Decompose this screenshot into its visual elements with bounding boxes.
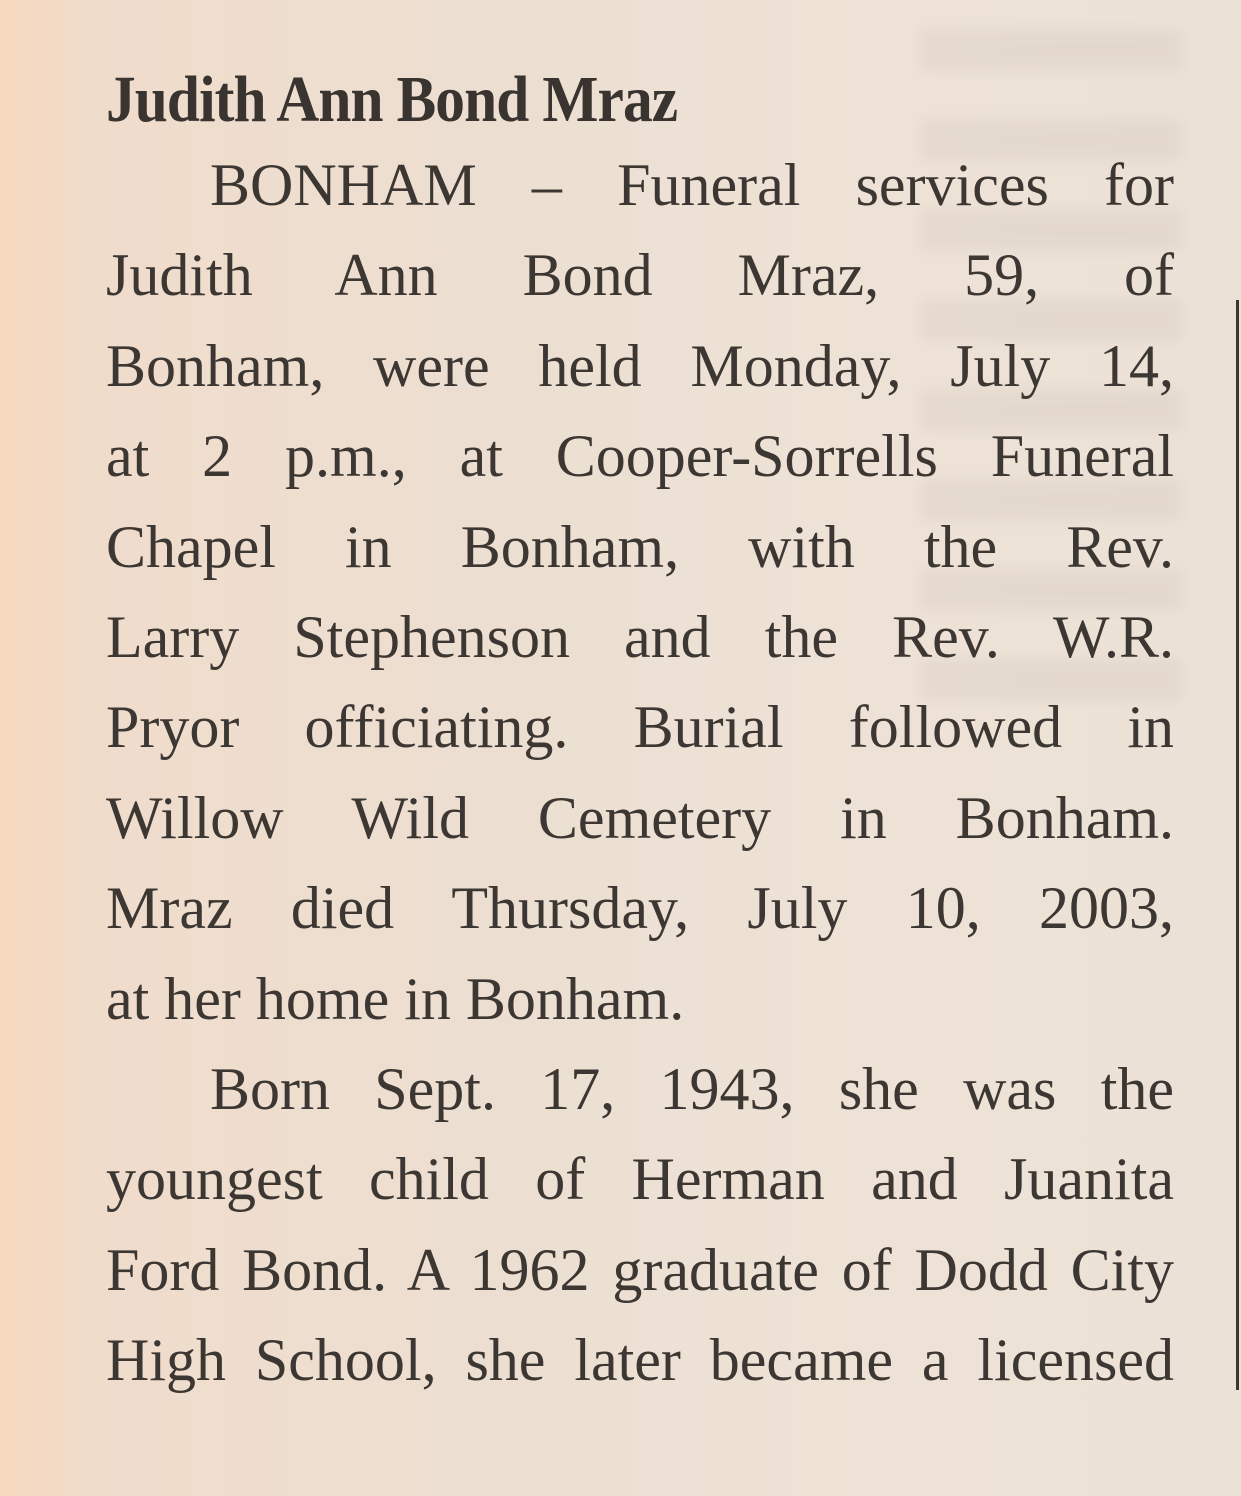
obituary-headline: Judith Ann Bond Mraz xyxy=(106,63,678,136)
text-line: Ford Bond. A 1962 graduate of Dodd City xyxy=(106,1236,1174,1303)
text-line: High School, she later became a licensed xyxy=(106,1327,1174,1394)
text-line: Bonham, were held Monday, July 14, xyxy=(106,332,1174,399)
text-line: youngest child of Herman and Juanita xyxy=(106,1146,1174,1213)
text-line: Chapel in Bonham, with the Rev. xyxy=(106,513,1174,580)
text-line: Born Sept. 17, 1943, she was the xyxy=(210,1055,1174,1122)
text-line: Larry Stephenson and the Rev. W.R. xyxy=(106,603,1174,670)
obituary-paragraph-1 xyxy=(106,140,1174,1044)
text-line: Mraz died Thursday, July 10, 2003, xyxy=(106,875,1174,942)
obituary-article xyxy=(106,60,1174,1405)
text-line: BONHAM – Funeral services for xyxy=(210,152,1174,218)
text-line: Judith Ann Bond Mraz, 59, of xyxy=(106,242,1174,309)
obituary-paragraph-2 xyxy=(106,1044,1174,1406)
text-line: Willow Wild Cemetery in Bonham. xyxy=(106,784,1174,851)
column-rule xyxy=(1236,300,1239,1390)
text-line: at 2 p.m., at Cooper-Sorrells Funeral xyxy=(106,423,1174,490)
text-line: at her home in Bonham. xyxy=(106,965,685,1032)
text-line: Pryor officiating. Burial followed in xyxy=(106,694,1174,761)
